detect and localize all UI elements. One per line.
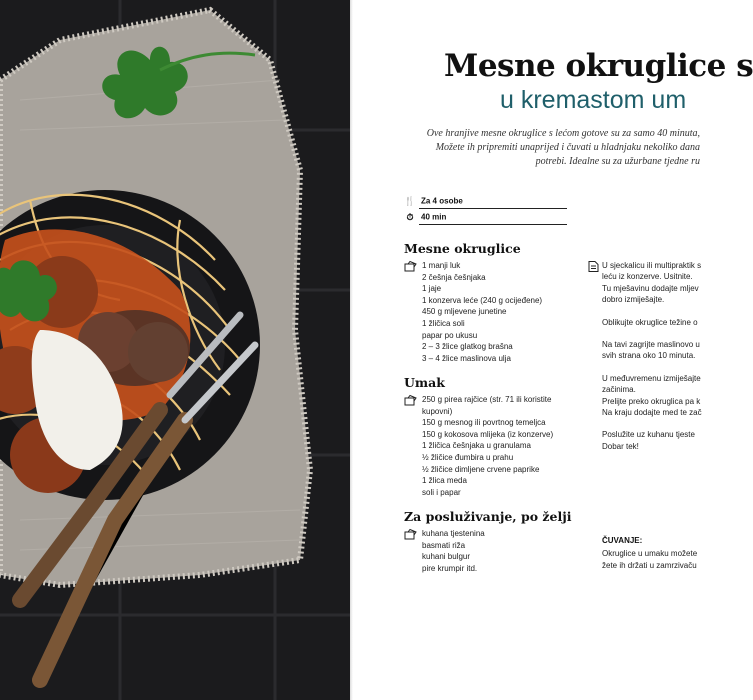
- list-item: ½ žličice đumbira u prahu: [422, 452, 514, 462]
- method-step: [602, 429, 712, 452]
- step-line: Na tavi zagrijte maslinovo u: [602, 340, 700, 350]
- time-text: 40 min: [421, 212, 447, 222]
- list-item: 1 konzerva leće (240 g ocijeđene): [422, 295, 543, 305]
- ingredient-list-serving: [422, 528, 485, 574]
- list-item: 2 – 3 žlice glatkog brašna: [422, 342, 513, 352]
- step-line: Poslužite uz kuhanu tjeste: [602, 430, 695, 440]
- list-item: kuhana tjestenina: [422, 529, 485, 538]
- divider: [419, 208, 567, 209]
- storage-text: [602, 548, 697, 571]
- cutlery-icon: 🍴: [404, 196, 416, 206]
- step-line: Prelijte preko okruglica pa k: [602, 396, 701, 406]
- step-line: Dobar tek!: [602, 441, 639, 451]
- food-photo: [0, 0, 350, 700]
- step-line: leću iz konzerve. Usitnite.: [602, 272, 693, 282]
- list-item: 1 žlica meda: [422, 476, 467, 486]
- section-heading-meatballs: Mesne okruglice: [404, 241, 521, 256]
- servings-text: Za 4 osobe: [421, 196, 463, 206]
- method-step: [602, 373, 712, 419]
- servings-row: [404, 196, 567, 209]
- ingredients-icon: [404, 395, 417, 406]
- ingredient-list-meatballs: [422, 260, 542, 364]
- intro-line: potrebi. Idealne su za užurbane tjedne ru: [535, 156, 700, 167]
- timer-icon: ⏱: [406, 212, 414, 222]
- section-heading-serving: Za posluživanje, po želji: [404, 509, 572, 524]
- intro-paragraph: [404, 127, 700, 169]
- list-item: 250 g pirea rajčice (str. 71 ili koristite: [422, 395, 552, 404]
- list-item: 150 g mesnog ili povrtnog temeljca: [422, 418, 546, 428]
- list-item: 450 g mljevene junetine: [422, 307, 507, 317]
- step-line: Na kraju dodajte med te zač: [602, 408, 702, 418]
- divider: [419, 224, 567, 225]
- list-item: soli i papar: [422, 487, 461, 497]
- list-item: 1 žličica soli: [422, 318, 465, 328]
- method-step: [602, 317, 712, 328]
- step-line: začinima.: [602, 385, 636, 395]
- step-line: U međuvremenu izmiješajte: [602, 373, 701, 383]
- ingredients-icon: [404, 529, 417, 540]
- recipe-subtitle: u kremastom um: [500, 86, 687, 114]
- list-item: basmati riža: [422, 540, 466, 550]
- list-item: 150 g kokosova mlijeka (iz konzerve): [422, 429, 554, 439]
- list-item: 3 – 4 žlice maslinova ulja: [422, 353, 511, 363]
- intro-line: Možete ih pripremiti unaprijed i čuvati u hladnjaku nekoliko dana: [435, 142, 700, 153]
- ingredient-list-sauce: [422, 394, 553, 498]
- method-steps: [602, 260, 712, 463]
- step-line: dobro izmiješajte.: [602, 295, 665, 305]
- section-heading-sauce: Umak: [404, 375, 445, 390]
- list-item: pire krumpir itd.: [422, 563, 478, 573]
- list-item: 1 manji luk: [422, 261, 461, 270]
- ingredients-icon: [404, 261, 417, 272]
- storage-line: žete ih držati u zamrzivaču: [602, 560, 697, 570]
- step-line: Oblikujte okruglice težine o: [602, 317, 698, 327]
- intro-line: Ove hranjive mesne okruglice s lećom gotove su za samo 40 minuta,: [426, 128, 700, 139]
- storage-heading: ČUVANJE:: [602, 536, 643, 545]
- list-item: 2 češnja češnjaka: [422, 272, 486, 282]
- storage-line: Okruglice u umaku možete: [602, 549, 698, 558]
- step-line: svih strana oko 10 minuta.: [602, 351, 696, 361]
- step-line: Tu mješavinu dodajte mljev: [602, 283, 699, 293]
- method-icon: [587, 261, 600, 272]
- method-step: [602, 339, 712, 362]
- list-item: kuhani bulgur: [422, 552, 471, 562]
- step-line: U sjeckalicu ili multipraktik s: [602, 261, 702, 270]
- list-item: 1 žličica češnjaka u granulama: [422, 441, 531, 451]
- book-spine: [350, 0, 353, 700]
- list-item: 1 jaje: [422, 284, 442, 294]
- method-step: [602, 260, 712, 306]
- list-item: kupovni): [422, 406, 453, 416]
- time-row: [404, 212, 567, 225]
- list-item: papar po ukusu: [422, 330, 478, 340]
- recipe-title: Mesne okruglice s: [444, 48, 753, 84]
- list-item: ½ žličice dimljene crvene paprike: [422, 464, 540, 474]
